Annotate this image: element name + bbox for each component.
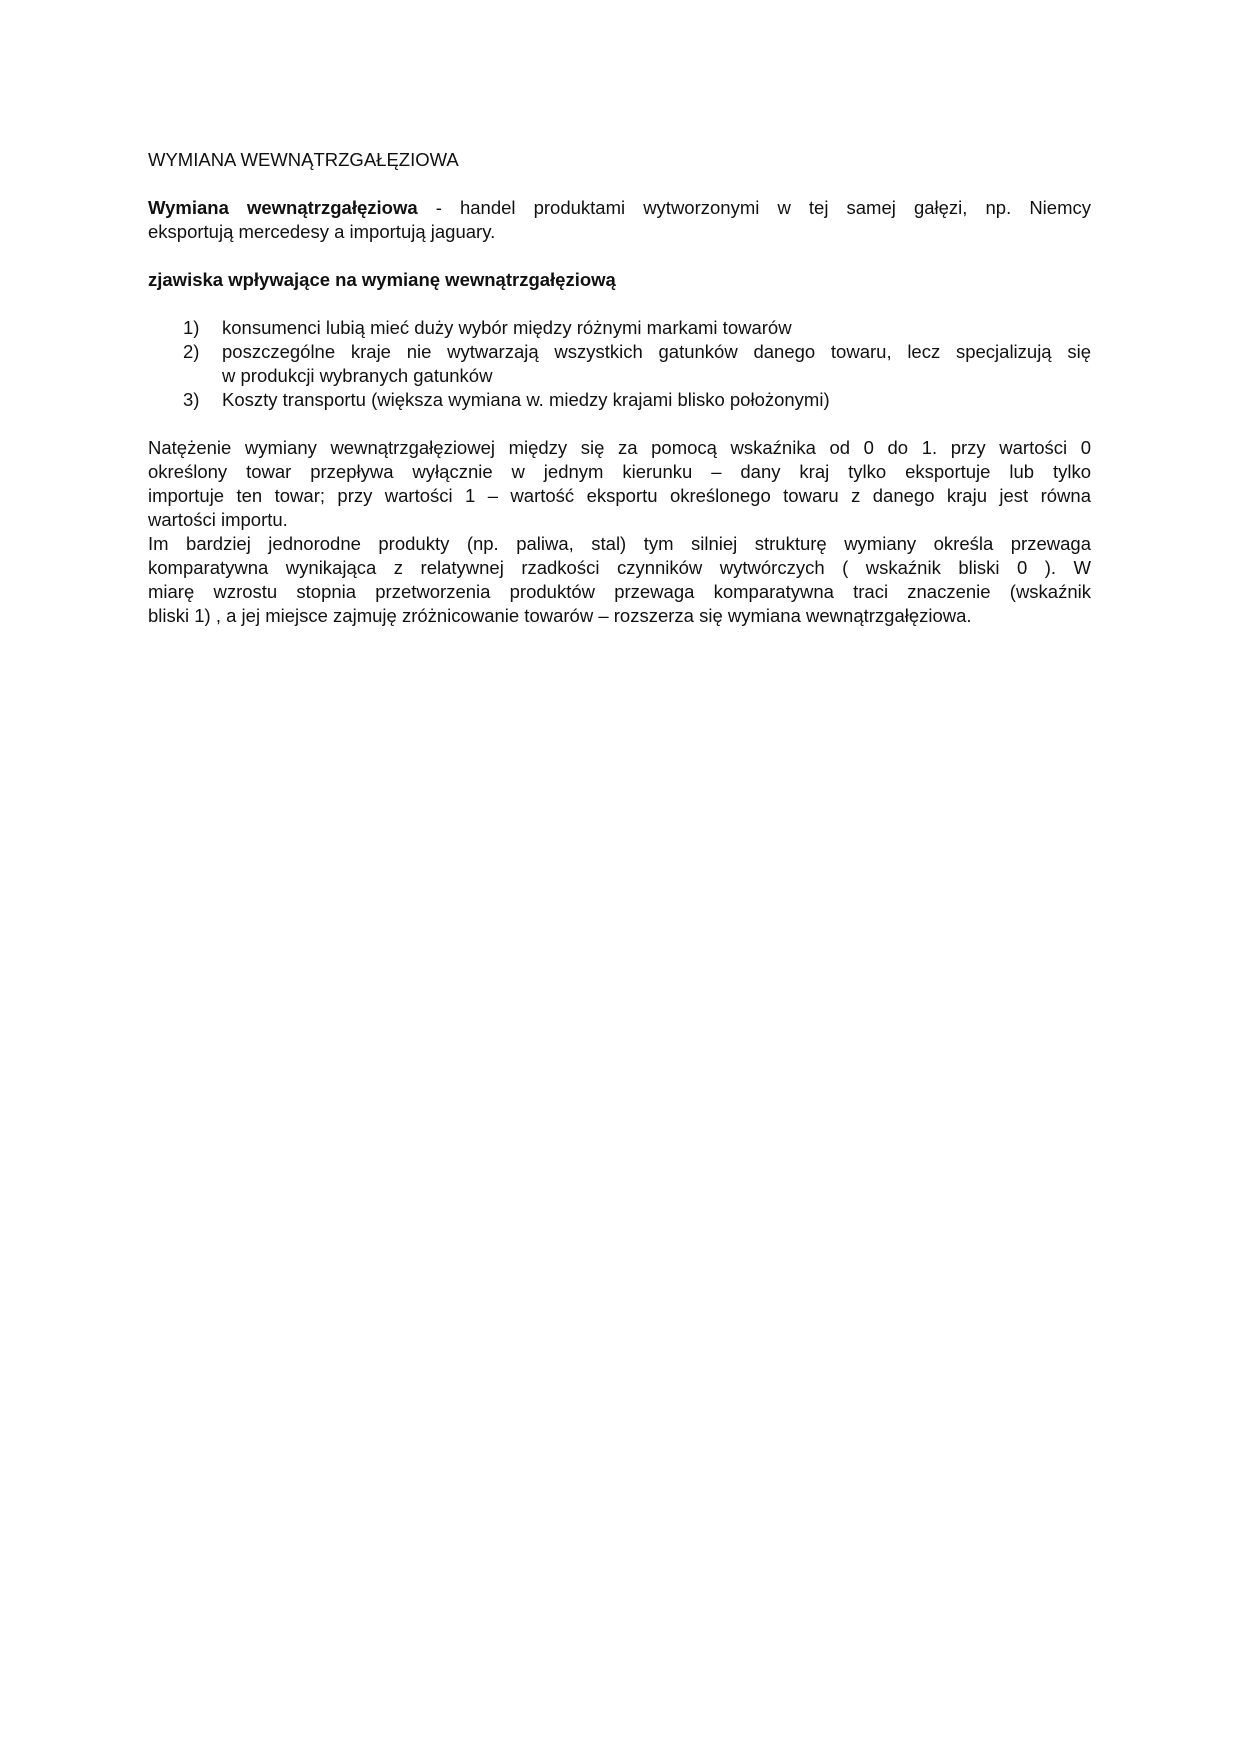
paragraph-line: miarę wzrostu stopnia przetworzenia produktów przewaga komparatywna traci znaczenie (wskaźnik [148,581,1091,602]
paragraph-line: wartości importu. [148,509,288,530]
paragraph-line: Im bardziej jednorodne produkty (np. paliwa, stal) tym silniej strukturę wymiany określa przewaga [148,533,1091,554]
list-item: poszczególne kraje nie wytwarzają wszystkich gatunków danego towaru, lecz specjalizują się [222,341,1091,362]
list-number: 2) [183,341,200,362]
factors-heading: zjawiska wpływające na wymianę wewnątrzgałęziową [148,269,616,290]
definition-line-2: eksportują mercedesy a importują jaguary. [148,221,496,242]
list-number: 1) [183,317,200,338]
paragraph-line: określony towar przepływa wyłącznie w jednym kierunku – dany kraj tylko eksportuje lub tylko [148,461,1091,482]
list-number: 3) [183,389,200,410]
document-title: WYMIANA WEWNĄTRZGAŁĘZIOWA [148,149,459,170]
definition-term: Wymiana wewnątrzgałęziowa [148,197,418,218]
definition-text: - handel produktami wytworzonymi w tej samej gałęzi, np. Niemcy [417,197,1091,218]
list-item: konsumenci lubią mieć duży wybór między różnymi markami towarów [222,317,792,338]
paragraph-line: importuje ten towar; przy wartości 1 – wartość eksportu określonego towaru z danego kraju jest równa [148,485,1091,506]
paragraph-line: bliski 1) , a jej miejsce zajmuję zróżnicowanie towarów – rozszerza się wymiana wewnątrzgałęziowa. [148,605,972,626]
list-item: Koszty transportu (większa wymiana w. miedzy krajami blisko położonymi) [222,389,830,410]
definition-line-1 [148,196,1091,220]
paragraph-line: Natężenie wymiany wewnątrzgałęziowej między się za pomocą wskaźnika od 0 do 1. przy wartości 0 [148,437,1091,458]
list-item-continuation: w produkcji wybranych gatunków [222,365,493,386]
paragraph-line: komparatywna wynikająca z relatywnej rzadkości czynników wytwórczych ( wskaźnik bliski 0 ). W [148,557,1091,578]
